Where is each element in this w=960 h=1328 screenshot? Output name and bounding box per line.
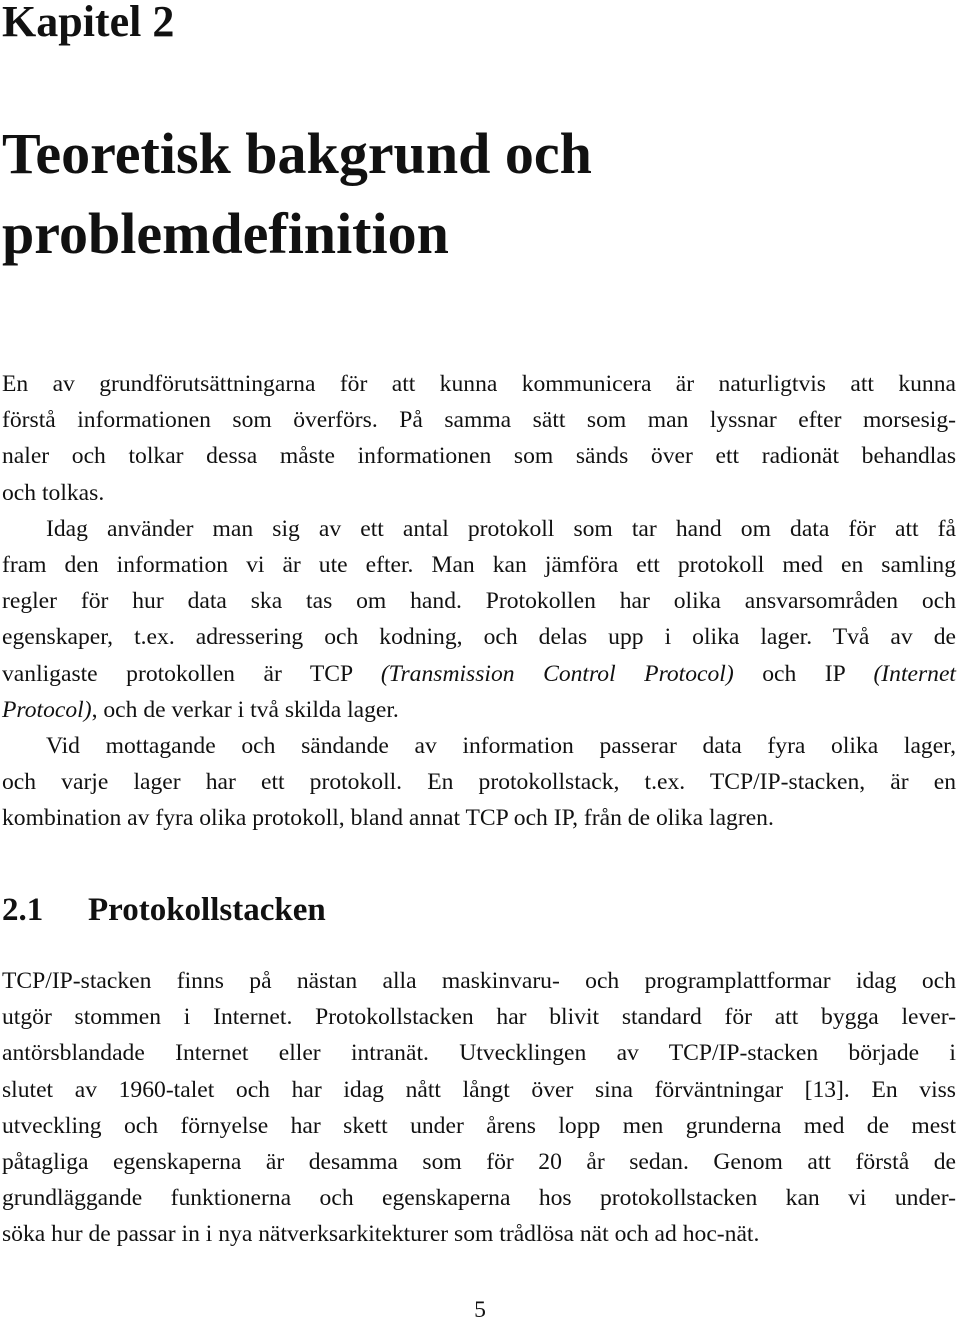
text-line: antörsblandade Internet eller intranät. Utvecklingen av TCP/IP-stacken började i <box>2 1040 956 1067</box>
text-line: kombination av fyra olika protokoll, bland annat TCP och IP, från de olika lagren. <box>2 805 774 832</box>
section-title: Protokollstacken <box>88 892 326 928</box>
text-line: egenskaper, t.ex. adressering och kodning, och delas upp i olika lager. Två av de <box>2 624 956 651</box>
text-line: söka hur de passar in i nya nätverksarkitekturer som trådlösa nät och ad hoc-nät. <box>2 1221 760 1248</box>
text-line: fram den information vi är ute efter. Man kan jämföra ett protokoll med en samling <box>2 551 956 578</box>
page-number: 5 <box>474 1297 486 1323</box>
text-line: förstå informationen som överförs. På samma sätt som man lyssnar efter morsesig- <box>2 407 956 434</box>
text-run: och IP <box>733 660 874 687</box>
text-line: utgör stommen i Internet. Protokollstacken har blivit standard för att bygga lever- <box>2 1004 956 1031</box>
section-number: 2.1 <box>2 892 44 928</box>
text-line: slutet av 1960-talet och har idag nått långt över sina förväntningar [13]. En viss <box>2 1076 956 1103</box>
text-line: regler för hur data ska tas om hand. Protokollen har olika ansvarsområden och <box>2 588 956 615</box>
text-line: naler och tolkar dessa måste informationen som sänds över ett radionät behandlas <box>2 443 956 470</box>
text-line: utveckling och förnyelse har skett under årens lopp men grunderna med de mest <box>2 1112 956 1139</box>
intro-text <box>2 366 956 836</box>
chapter-title-line: problemdefinition <box>2 201 449 266</box>
chapter-label: Kapitel 2 <box>2 0 175 46</box>
chapter-title <box>2 114 942 274</box>
text-line <box>2 656 956 692</box>
italic-text: (Transmission Control Protocol) <box>380 660 734 687</box>
text-line <box>2 692 956 728</box>
text-line: påtagliga egenskaperna är desamma som för 20 år sedan. Genom att förstå de <box>2 1148 956 1175</box>
text-run: vanligaste protokollen är TCP <box>2 660 381 687</box>
text-line: grundläggande funktionerna och egenskaperna hos protokollstacken kan vi under- <box>2 1185 956 1212</box>
text-run: , och de verkar i två skilda lager. <box>91 696 399 723</box>
italic-text: (Internet <box>873 660 956 687</box>
chapter-title-line: Teoretisk bakgrund och <box>2 121 592 186</box>
text-line: Idag använder man sig av ett antal protokoll som tar hand om data för att få <box>46 515 956 542</box>
text-line: En av grundförutsättningarna för att kunna kommunicera är naturligtvis att kunna <box>2 371 956 397</box>
italic-text: Protocol) <box>2 696 92 723</box>
text-line: och varje lager har ett protokoll. En protokollstack, t.ex. TCP/IP-stacken, är en <box>2 769 956 796</box>
text-line: TCP/IP-stacken finns på nästan alla maskinvaru- och programplattformar idag och <box>2 968 956 994</box>
section-heading <box>2 888 326 932</box>
text-line: och tolkas. <box>2 479 105 506</box>
section-text <box>2 963 956 1253</box>
text-line: Vid mottagande och sändande av information passerar data fyra olika lager, <box>46 732 956 759</box>
